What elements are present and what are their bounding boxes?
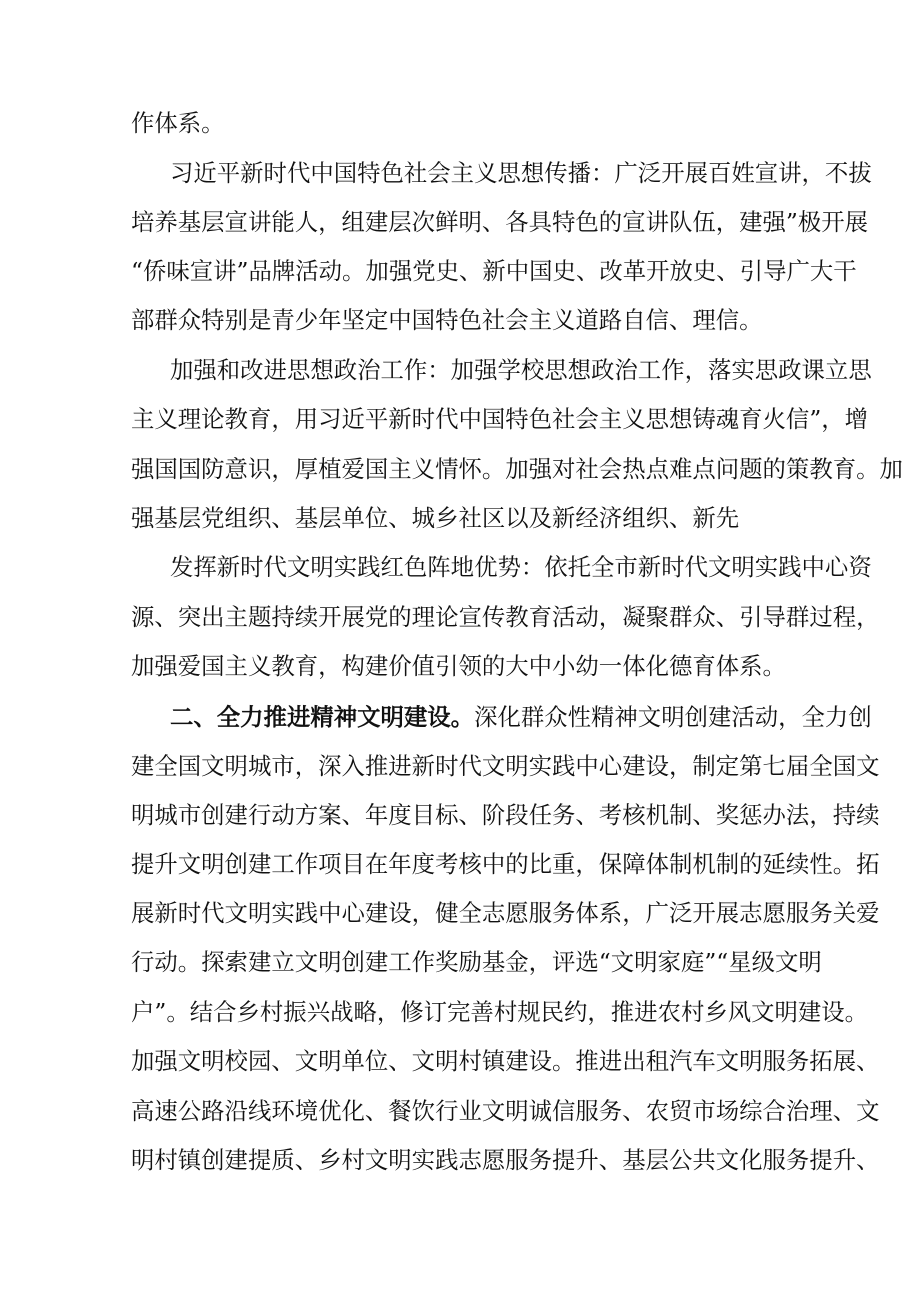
text-line: 加强爱国主义教育，构建价值引领的大中小幼一体化德育体系。 bbox=[131, 652, 786, 680]
text-line: 强基层党组织、基层单位、城乡社区以及新经济组织、新先 bbox=[131, 504, 740, 532]
paragraph-red-position: 发挥新时代文明实践红色阵地优势：依托全市新时代文明实践中心资 bbox=[170, 553, 872, 581]
paragraph-political-work: 加强和改进思想政治工作：加强学校思想政治工作，落实思政课立思 bbox=[170, 356, 872, 384]
paragraph-section-two bbox=[0, 697, 920, 737]
section-body-text: 深化群众性精神文明创建活动，全力创 bbox=[474, 703, 872, 731]
text-line: 明村镇创建提质、乡村文明实践志愿服务提升、基层公共文化服务提升、 bbox=[131, 1146, 880, 1174]
text-line: 强国国防意识，厚植爱国主义情怀。加强对社会热点难点问题的策教育。加 bbox=[131, 455, 903, 483]
text-line: 行动。探索建立文明创建工作奖励基金，评选“文明家庭”“星级文明 bbox=[131, 948, 822, 976]
text-line: 展新时代文明实践中心建设，健全志愿服务体系，广泛开展志愿服务关爱 bbox=[131, 899, 880, 927]
section-heading: 二、全力推进精神文明建设。 bbox=[170, 703, 475, 731]
text-line: 主义理论教育，用习近平新时代中国特色社会主义思想铸魂育火信”，增 bbox=[131, 405, 869, 433]
text-line: 部群众特别是青少年坚定中国特色社会主义道路自信、理信。 bbox=[131, 306, 763, 334]
text-line: 培养基层宣讲能人，组建层次鲜明、各具特色的宣讲队伍，建强”极开展 bbox=[131, 208, 869, 236]
text-line: 加强文明校园、文明单位、文明村镇建设。推进出租汽车文明服务拓展、 bbox=[131, 1047, 880, 1075]
text-line: 提升文明创建工作项目在年度考核中的比重，保障体制机制的延续性。拓 bbox=[131, 850, 880, 878]
text-line: 明城市创建行动方案、年度目标、阶段任务、考核机制、奖惩办法，持续 bbox=[131, 801, 880, 829]
text-line: 源、突出主题持续开展党的理论宣传教育活动，凝聚群众、引导群过程， bbox=[131, 603, 880, 631]
paragraph-ideology-spread: 习近平新时代中国特色社会主义思想传播：广泛开展百姓宣讲，不拔 bbox=[170, 159, 872, 187]
text-line: “侨味宣讲”品牌活动。加强党史、新中国史、改革开放史、引导广大干 bbox=[131, 257, 857, 285]
text-line: 建全国文明城市，深入推进新时代文明实践中心建设，制定第七届全国文 bbox=[131, 752, 880, 780]
text-line: 高速公路沿线环境优化、餐饮行业文明诚信服务、农贸市场综合治理、文 bbox=[131, 1097, 880, 1125]
text-line: 户”。结合乡村振兴战略，修订完善村规民约，推进农村乡风文明建设。 bbox=[131, 998, 869, 1026]
text-line: 作体系。 bbox=[131, 109, 225, 137]
